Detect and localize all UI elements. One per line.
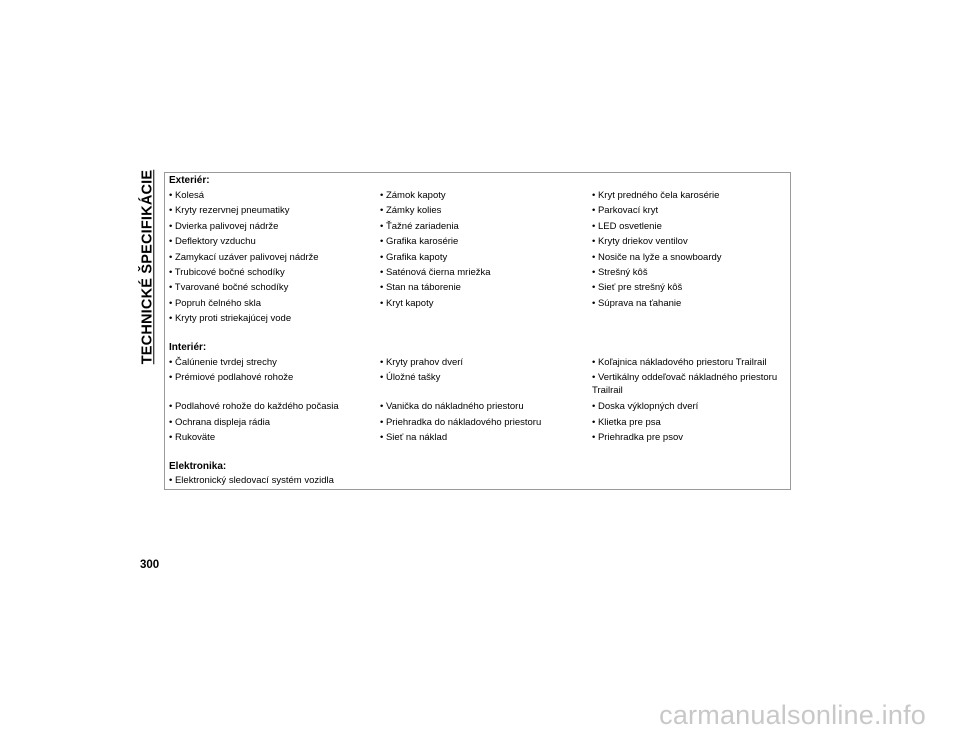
cell: • Kryty rezervnej pneumatiky	[169, 205, 290, 217]
cell: • Stan na táborenie	[380, 282, 461, 294]
cell: • Klietka pre psa	[592, 416, 661, 428]
cell: • Deflektory vzduchu	[169, 236, 256, 248]
cell: • Ťažné zariadenia	[380, 220, 459, 232]
cell: • Priehradka pre psov	[592, 432, 683, 444]
interior-heading: Interiér:	[169, 342, 207, 353]
table-row	[169, 313, 789, 328]
cell: • Elektronický sledovací systém vozidla	[169, 475, 334, 486]
table-row	[169, 221, 789, 236]
cell: • Parkovací kryt	[592, 205, 659, 217]
electronics-section	[169, 460, 789, 490]
cell: • Súprava na ťahanie	[592, 297, 682, 309]
table-row	[169, 475, 789, 490]
cell	[380, 313, 592, 328]
cell: • Úložné tašky	[380, 372, 441, 384]
table-row	[169, 298, 789, 313]
cell: • Sieť na náklad	[380, 432, 448, 444]
table-row	[169, 267, 789, 282]
exterior-section	[169, 174, 789, 329]
table-row	[169, 401, 789, 416]
cell	[592, 475, 789, 490]
cell: • Grafika karosérie	[380, 236, 459, 248]
cell: • Kryty driekov ventilov	[592, 236, 688, 248]
cell: • Zámky kolies	[380, 205, 442, 217]
cell: • Tvarované bočné schodíky	[169, 282, 289, 294]
cell: • Koľajnica nákladového priestoru Trailrail	[592, 357, 767, 368]
cell: • Ochrana displeja rádia	[169, 416, 271, 428]
cell: • LED osvetlenie	[592, 220, 662, 232]
cell: • Dvierka palivovej nádrže	[169, 220, 279, 232]
cell	[592, 313, 789, 328]
cell: • Vanička do nákladného priestoru	[380, 401, 524, 413]
cell: • Priehradka do nákladového priestoru	[380, 416, 542, 428]
cell: • Zámok kapoty	[380, 190, 446, 201]
cell: • Kryty proti striekajúcej vode	[169, 313, 292, 325]
cell: • Čalúnenie tvrdej strechy	[169, 357, 277, 368]
side-section-title-text: TECHNICKÉ ŠPECIFIKÁCIE	[139, 169, 155, 365]
cell: • Nosiče na lyže a snowboardy	[592, 251, 722, 263]
electronics-heading: Elektronika:	[169, 461, 227, 472]
accessories-table	[164, 172, 791, 490]
cell: • Kryty prahov dverí	[380, 357, 464, 368]
interior-section	[169, 341, 789, 448]
cell: • Zamykací uzáver palivovej nádrže	[169, 251, 319, 263]
table-row	[169, 282, 789, 297]
cell: • Kolesá	[169, 190, 205, 201]
cell: • Popruh čelného skla	[169, 297, 262, 309]
cell: • Saténová čierna mriežka	[380, 266, 491, 278]
cell: • Sieť pre strešný kôš	[592, 282, 683, 294]
cell: • Grafika kapoty	[380, 251, 448, 263]
cell: • Trubicové bočné schodíky	[169, 266, 285, 278]
cell: • Prémiové podlahové rohože	[169, 372, 294, 384]
cell	[380, 475, 592, 490]
table-row	[169, 417, 789, 432]
table-row	[169, 236, 789, 251]
cell: • Vertikálny oddeľovač nákladného priestoru Trailrail	[592, 372, 778, 396]
table-row	[169, 357, 789, 372]
page-number: 300	[140, 559, 160, 571]
table-row	[169, 205, 789, 220]
table-row	[169, 190, 789, 205]
cell: • Doska výklopných dverí	[592, 401, 699, 413]
cell: • Kryt kapoty	[380, 297, 434, 309]
table-row	[169, 372, 789, 401]
cell: • Strešný kôš	[592, 266, 648, 278]
table-row	[169, 432, 789, 447]
side-section-title	[136, 158, 158, 376]
cell: • Rukoväte	[169, 432, 216, 444]
watermark: carmanualsonline.info	[659, 700, 926, 730]
cell: • Podlahové rohože do každého počasia	[169, 401, 339, 413]
cell: • Kryt predného čela karosérie	[592, 190, 720, 201]
table-row	[169, 252, 789, 267]
exterior-heading: Exteriér:	[169, 175, 210, 186]
